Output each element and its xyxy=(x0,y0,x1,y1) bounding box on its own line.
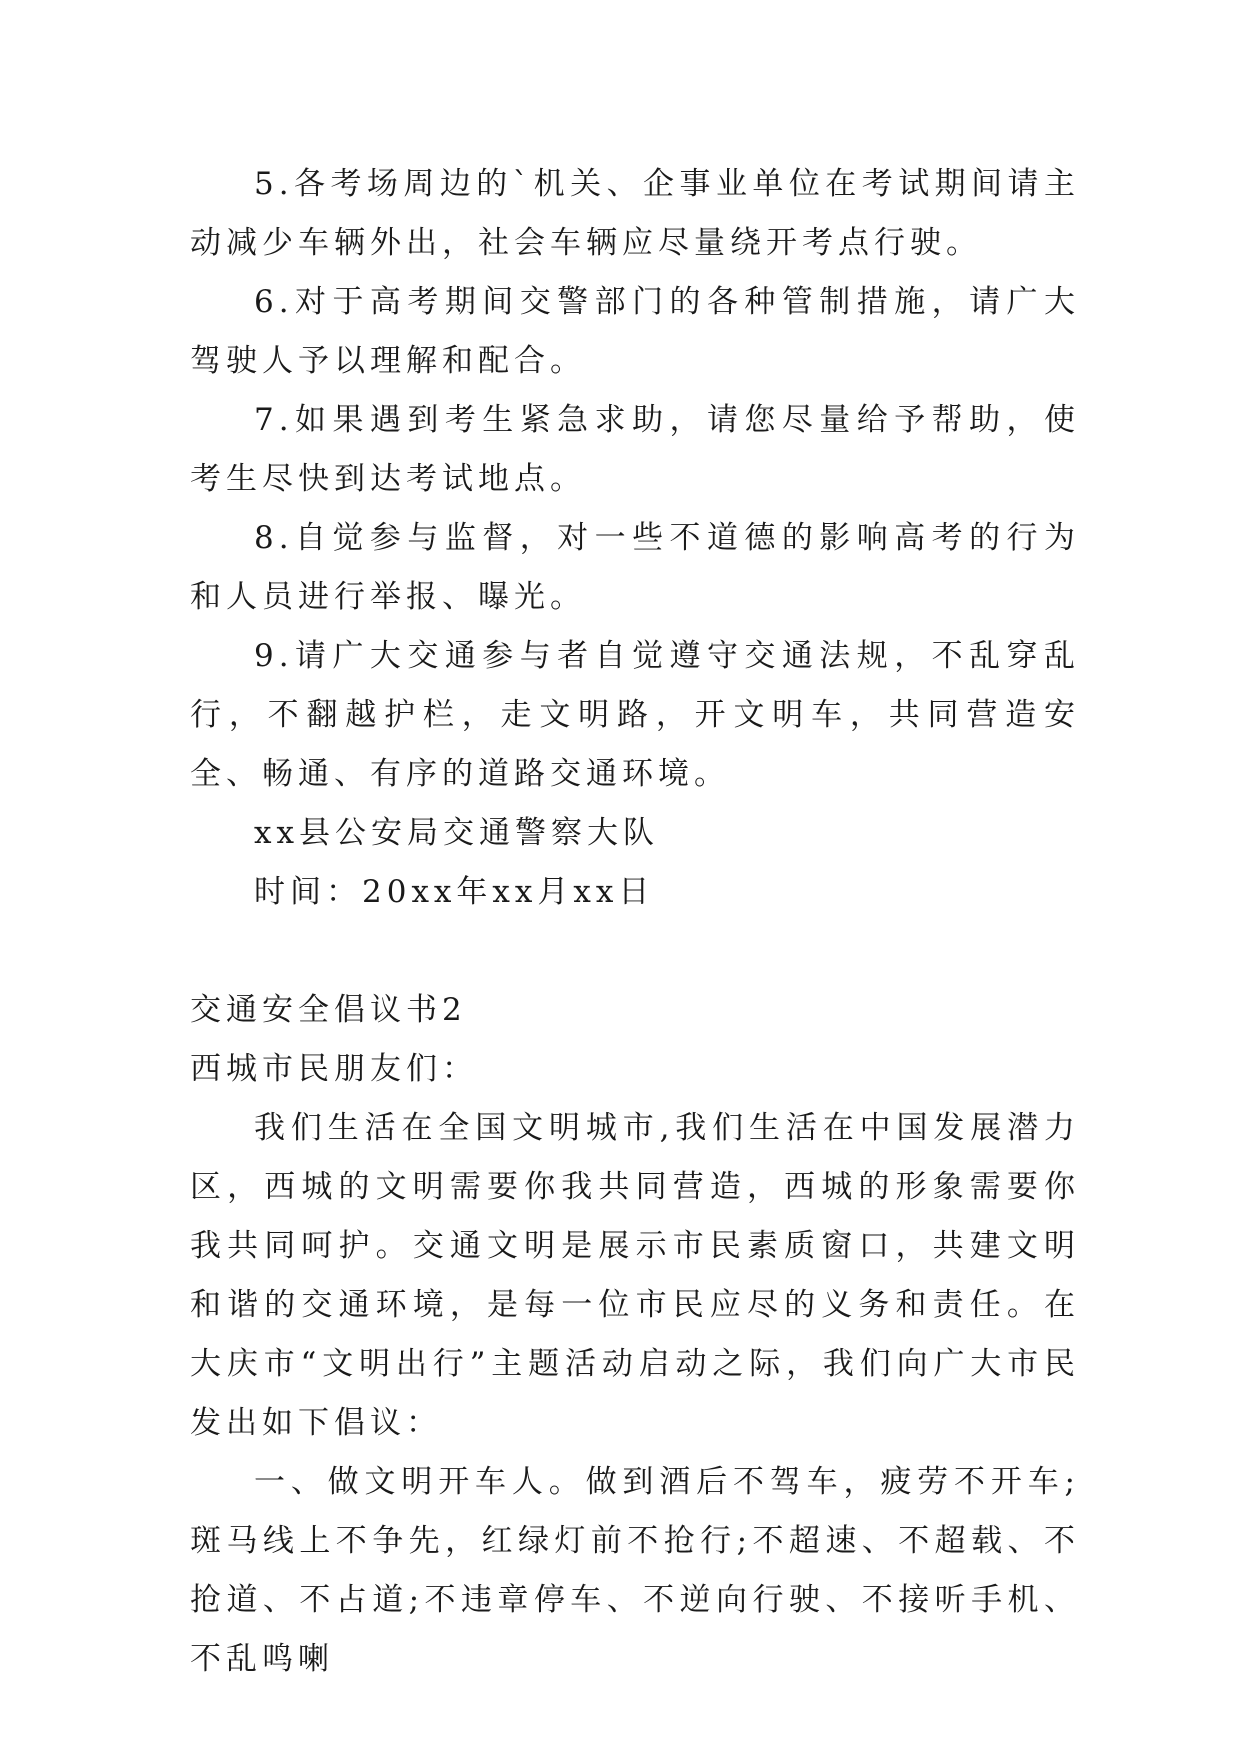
section-2-intro-paragraph: 我们生活在全国文明城市,我们生活在中国发展潜力区，西城的文明需要你我共同营造，西城的形象需要你我共同呵护。交通文明是展示市民素质窗口，共建文明和谐的交通环境，是每一位市民应尽的义务和责任。在大庆市“文明出行”主题活动启动之际，我们向广大市民发出如下倡议： xyxy=(190,1110,1080,1441)
section-2-title: 交通安全倡议书2 xyxy=(190,992,467,1028)
item-8-paragraph: 8.自觉参与监督，对一些不道德的影响高考的行为和人员进行举报、曝光。 xyxy=(190,520,1080,615)
item-7-paragraph: 7.如果遇到考生紧急求助，请您尽量给予帮助，使考生尽快到达考试地点。 xyxy=(190,402,1080,497)
section-gap xyxy=(190,922,1080,981)
item-9-paragraph: 9.请广大交通参与者自觉遵守交通法规，不乱穿乱行，不翻越护栏，走文明路，开文明车，共同营造安全、畅通、有序的道路交通环境。 xyxy=(190,638,1080,792)
signature-date: 时间：20xx年xx月xx日 xyxy=(254,874,655,910)
section-2-salutation: 西城市民朋友们： xyxy=(190,1051,478,1087)
document-body xyxy=(190,155,1080,1689)
signature-org: xx县公安局交通警察大队 xyxy=(254,815,659,851)
item-5-paragraph: 5.各考场周边的`机关、企事业单位在考试期间请主动减少车辆外出，社会车辆应尽量绕开考点行驶。 xyxy=(190,166,1080,261)
item-6-paragraph: 6.对于高考期间交警部门的各种管制措施，请广大驾驶人予以理解和配合。 xyxy=(190,284,1080,379)
section-2-item-1-paragraph: 一、做文明开车人。做到酒后不驾车，疲劳不开车;斑马线上不争先，红绿灯前不抢行;不超速、不超载、不抢道、不占道;不违章停车、不逆向行驶、不接听手机、不乱鸣喇 xyxy=(190,1464,1080,1677)
